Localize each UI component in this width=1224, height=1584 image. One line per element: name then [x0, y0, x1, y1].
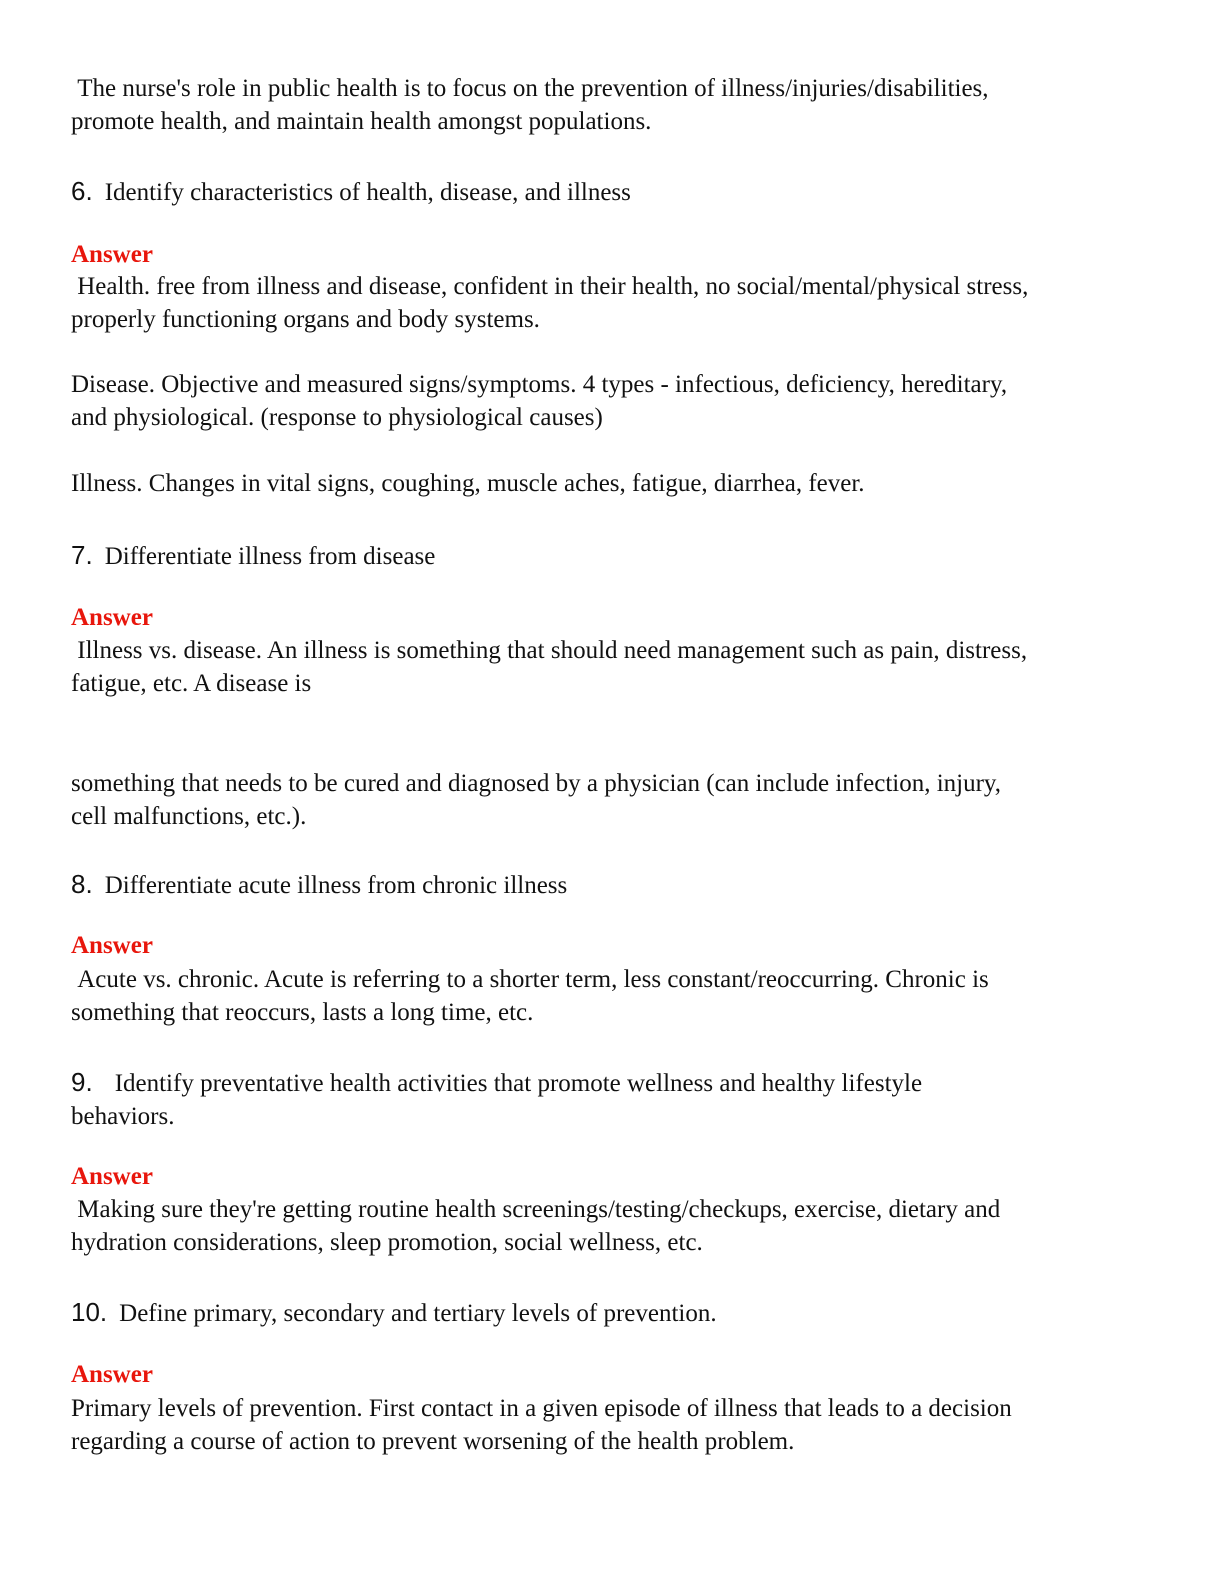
answer-paragraph: Disease. Objective and measured signs/symptoms. 4 types - infectious, deficiency, hereditary, and physiological. (response to physiological causes)	[71, 371, 1008, 431]
answer-label: Answer	[71, 1163, 153, 1190]
question-text: Differentiate illness from disease	[104, 543, 436, 570]
question-number: 6.	[71, 176, 93, 206]
answer-paragraph: Acute vs. chronic. Acute is referring to a shorter term, less constant/reoccurring. Chronic is something that reoccurs, lasts a long time, etc.	[71, 966, 989, 1026]
question-text: Identify preventative health activities that promote wellness and healthy lifestyle behaviors.	[71, 1070, 923, 1130]
answer-paragraph: Illness vs. disease. An illness is something that should need management such as pain, distress, fatigue, etc. A disease is	[71, 637, 1028, 697]
question-9	[71, 1066, 1151, 1133]
answer-paragraph: Illness. Changes in vital signs, coughing, muscle aches, fatigue, diarrhea, fever.	[71, 470, 865, 497]
question-number: 7.	[71, 540, 93, 570]
question-text: Identify characteristics of health, disease, and illness	[104, 179, 631, 206]
question-number: 10.	[71, 1297, 108, 1327]
question-text: Define primary, secondary and tertiary levels of prevention.	[119, 1300, 717, 1327]
answer-label: Answer	[71, 241, 153, 268]
answer-label: Answer	[71, 1361, 153, 1388]
answer-paragraph: Primary levels of prevention. First contact in a given episode of illness that leads to a decision regarding a course of action to prevent worsening of the health problem.	[71, 1395, 1012, 1455]
question-number: 8.	[71, 869, 93, 899]
question-number: 9.	[71, 1067, 93, 1097]
answer-paragraph: Making sure they're getting routine health screenings/testing/checkups, exercise, dietary and hydration considerations, sleep promotion, social wellness, etc.	[71, 1196, 1001, 1256]
question-6	[71, 175, 1151, 209]
question-7	[71, 539, 1151, 573]
answer-paragraph: something that needs to be cured and diagnosed by a physician (can include infection, injury, cell malfunctions, etc.).	[71, 770, 1002, 830]
intro-paragraph: The nurse's role in public health is to focus on the prevention of illness/injuries/disabilities, promote health, and maintain health amongst populations.	[71, 75, 989, 135]
question-text: Differentiate acute illness from chronic illness	[104, 872, 568, 899]
answer-label: Answer	[71, 932, 153, 959]
answer-paragraph: Health. free from illness and disease, confident in their health, no social/mental/physical stress, properly functioning organs and body systems.	[71, 273, 1029, 333]
answer-label: Answer	[71, 604, 153, 631]
question-8	[71, 868, 1151, 902]
question-10	[71, 1296, 1151, 1330]
